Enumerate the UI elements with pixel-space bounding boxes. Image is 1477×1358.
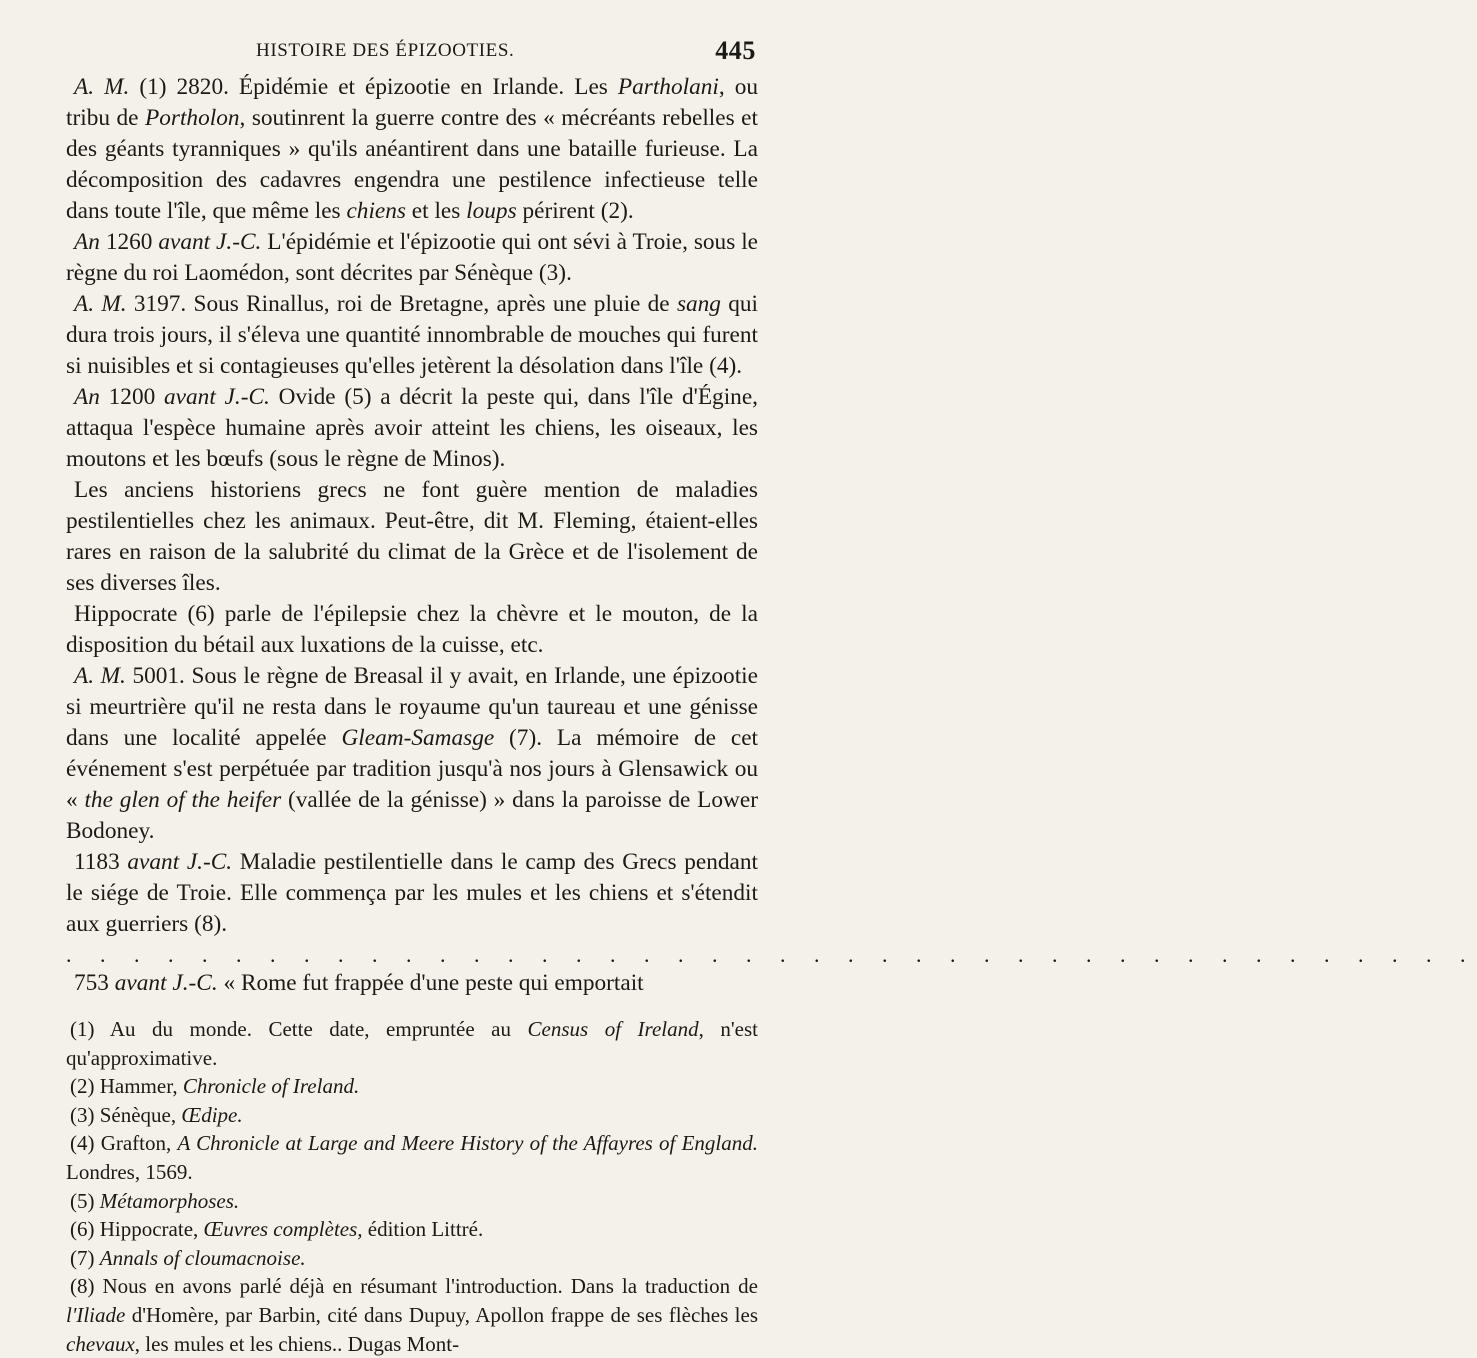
italic-run: avant J.-C.: [164, 384, 270, 410]
text-run: et les: [405, 198, 467, 224]
footnote: [66, 1215, 758, 1244]
paragraph: [66, 661, 758, 847]
paragraph: [66, 227, 758, 289]
text-run: (3) Sénèque,: [70, 1102, 182, 1127]
text-run: périrent (2).: [516, 198, 634, 224]
italic-run: the glen of the heifer: [84, 787, 282, 813]
ellipsis-row: . . . . . . . . . . . . . . . . . . . . . . . . . . . . . . . . . . . . . . . . . .: [66, 942, 1477, 967]
paragraph: [66, 599, 758, 661]
running-title: HISTOIRE DES ÉPIZOOTIES.: [256, 40, 515, 61]
text-run: L'épidémie et l'épizootie qui ont sévi à Troie, sous le règne du roi Laomédon, sont décrites par Sénèque (3).: [66, 229, 759, 286]
italic-run: A. M.: [74, 663, 126, 689]
text-run: (1) Au du monde. Cette date, empruntée au: [70, 1017, 528, 1041]
footnote: [66, 1272, 758, 1358]
italic-run: Métamorphoses.: [99, 1188, 240, 1213]
text-run: (vallée de la génisse) » dans la paroisse de Lower Bodoney.: [66, 787, 758, 844]
italic-run: A. M.: [74, 291, 127, 317]
text-run: « Rome fut frappée d'une peste qui emportait: [217, 970, 644, 996]
text-run: Londres, 1569.: [66, 1159, 193, 1184]
text-run: qui dura trois jours, il s'éleva une quantité innombrable de mouches qui furent si nuisibles et si contagieuses qu'elles jetèrent la désolation dans l'île (4).: [66, 291, 758, 379]
text-run: , soutinrent la guerre contre des « mécréants rebelles et des géants tyranniques » qu'ils anéantirent dans une bataille furieuse. La décomposition des cadavres engendra une pestilence infectieuse telle dans toute l'île, que même les: [66, 105, 758, 224]
italic-run: Gleam-Samasge: [341, 725, 495, 751]
italic-run: Partholani: [617, 74, 719, 100]
italic-run: An: [74, 384, 100, 410]
text-run: , ou tribu de: [66, 74, 758, 131]
text-run: 3197. Sous Rinallus, roi de Bretagne, après une pluie de: [126, 291, 677, 317]
footnote: [66, 1015, 758, 1072]
text-run: (7). La mémoire de cet événement s'est perpétuée par tradition jusqu'à nos jours à Glensawick ou «: [66, 725, 759, 813]
text-run: (2) Hammer,: [70, 1074, 183, 1099]
italic-run: Chronicle of Ireland.: [182, 1074, 360, 1099]
italic-run: A. M.: [74, 74, 130, 100]
text-run: , les mules et les chiens.. Dugas Mont-: [134, 1331, 460, 1356]
footnote: [66, 1101, 758, 1130]
italic-run: Census of Ireland: [527, 1017, 699, 1041]
footnotes: [66, 1015, 758, 1358]
paragraph: [66, 382, 758, 475]
italic-run: An: [74, 229, 100, 255]
text-run: 1200: [99, 384, 165, 410]
text-run: Hippocrate (6) parle de l'épilepsie chez la chèvre et le mouton, de la disposition du bétail aux luxations de la cuisse, etc.: [66, 601, 758, 658]
text-run: 1260: [99, 229, 159, 255]
text-run: (4) Grafton,: [70, 1131, 178, 1156]
italic-run: chiens: [346, 198, 406, 224]
footnote: [66, 1129, 758, 1186]
paragraph: [66, 968, 758, 999]
italic-run: chevaux: [66, 1331, 135, 1356]
text-run: Ovide (5) a décrit la peste qui, dans l'île d'Égine, attaqua l'espèce humaine après avoir atteint les chiens, les oiseaux, les moutons et les bœufs (sous le règne de Minos).: [66, 384, 758, 472]
text-run: Maladie pestilentielle dans le camp des Grecs pendant le siége de Troie. Elle commença par les mules et les chiens et s'étendit aux guerriers (8).: [66, 849, 758, 937]
text-run: Les anciens historiens grecs ne font guère mention de maladies pestilentielles chez les animaux. Peut-être, dit M. Fleming, étaient-elles rares en raison de la salubrité du climat de la Grèce et de l'isolement de ses diverses îles.: [66, 477, 758, 596]
italic-run: avant J.-C.: [158, 229, 262, 255]
italic-run: sang: [676, 291, 721, 317]
italic-run: avant J.-C.: [127, 849, 233, 875]
italic-run: Portholon: [145, 105, 240, 131]
paragraph: [66, 72, 758, 227]
footnote: [66, 1072, 758, 1101]
italic-run: loups: [466, 198, 517, 224]
text-run: 5001. Sous le règne de Breasal il y avait, en Irlande, une épizootie si meurtrière qu'il ne resta dans le royaume qu'un taureau et une génisse dans une localité appelée: [66, 663, 758, 751]
footnote: [66, 1187, 758, 1216]
page-header: [66, 36, 758, 72]
text-run: (1) 2820. Épidémie et épizootie en Irlande. Les: [129, 74, 618, 100]
paragraph: [66, 289, 758, 382]
italic-run: Œuvres complètes,: [203, 1217, 363, 1242]
italic-run: avant J.-C.: [114, 970, 218, 996]
text-run: (8) Nous en avons parlé déjà en résumant l'introduction. Dans la traduction de: [70, 1274, 758, 1299]
italic-run: Œdipe.: [181, 1102, 243, 1127]
text-run: (7): [70, 1245, 100, 1270]
text-run: (6) Hippocrate,: [70, 1217, 204, 1242]
paragraph: [66, 475, 758, 599]
footnote: [66, 1244, 758, 1273]
italic-run: A Chronicle at Large and Meere History of the Affayres of England.: [177, 1131, 758, 1156]
italic-run: l'Iliade: [66, 1302, 126, 1327]
text-run: édition Littré.: [362, 1217, 484, 1242]
text-run: , n'est qu'approximative.: [66, 1017, 758, 1070]
main-text: [66, 72, 1477, 999]
text-run: 753: [74, 970, 115, 996]
text-run: (5): [70, 1188, 100, 1213]
paragraph: [66, 847, 758, 940]
text-run: d'Homère, par Barbin, cité dans Dupuy, Apollon frappe de ses flèches les: [125, 1302, 758, 1327]
text-run: 1183: [74, 849, 128, 875]
page-number: 445: [715, 36, 756, 65]
italic-run: Annals of cloumacnoise.: [99, 1245, 306, 1270]
